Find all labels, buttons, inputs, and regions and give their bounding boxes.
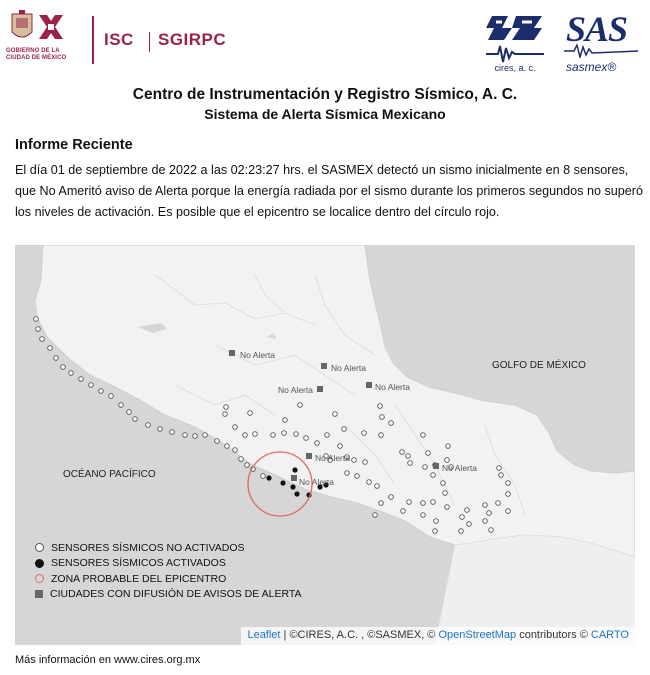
- city-marker[interactable]: [291, 475, 297, 481]
- legend-item-inactive: [35, 540, 301, 556]
- sensor-inactive-marker[interactable]: [421, 501, 426, 506]
- sensor-inactive-marker[interactable]: [483, 519, 488, 524]
- city-alert-label: No Alerta: [299, 477, 334, 487]
- sensor-inactive-marker[interactable]: [446, 444, 451, 449]
- sensor-inactive-marker[interactable]: [431, 473, 436, 478]
- sensor-inactive-marker[interactable]: [431, 500, 436, 505]
- sensor-inactive-marker[interactable]: [367, 480, 372, 485]
- sensor-inactive-marker[interactable]: [489, 528, 494, 533]
- sensor-inactive-marker[interactable]: [79, 377, 84, 382]
- sensor-inactive-marker[interactable]: [379, 501, 384, 506]
- city-alert-label: No Alerta: [315, 453, 350, 463]
- city-marker[interactable]: [317, 386, 323, 392]
- city-marker[interactable]: [366, 382, 372, 388]
- sensor-inactive-marker[interactable]: [261, 474, 266, 479]
- legend-label: CIUDADES CON DIFUSIÓN DE AVISOS DE ALERTA: [50, 588, 302, 601]
- cires-logo[interactable]: [484, 8, 546, 76]
- city-alert-label: No Alerta: [278, 385, 313, 395]
- sensor-inactive-marker[interactable]: [245, 463, 250, 468]
- sensor-active-marker[interactable]: [294, 491, 299, 496]
- cdmx-mark-icon: [36, 12, 66, 42]
- sensor-inactive-marker[interactable]: [434, 519, 439, 524]
- epicenter-map[interactable]: [15, 245, 635, 645]
- sas-logo-text: SAS: [566, 9, 628, 49]
- map-attribution: [241, 627, 635, 645]
- legend-item-zone: [35, 571, 301, 587]
- sensor-inactive-marker[interactable]: [294, 432, 299, 437]
- city-marker[interactable]: [433, 463, 439, 469]
- sensor-inactive-marker[interactable]: [401, 509, 406, 514]
- sensor-inactive-marker[interactable]: [271, 433, 276, 438]
- sensor-inactive-marker[interactable]: [406, 454, 411, 459]
- sensor-inactive-marker[interactable]: [389, 421, 394, 426]
- legend-item-active: [35, 556, 301, 572]
- report-title: Informe Reciente: [15, 137, 133, 153]
- legend-item-cities: [35, 587, 301, 603]
- sensor-active-marker[interactable]: [266, 475, 271, 480]
- sensor-inactive-marker[interactable]: [352, 458, 357, 463]
- sensor-inactive-marker[interactable]: [170, 430, 175, 435]
- sensor-inactive-marker[interactable]: [506, 509, 511, 514]
- square-icon: [35, 590, 43, 598]
- city-alert-label: No Alerta: [442, 463, 477, 473]
- sensor-inactive-marker[interactable]: [333, 412, 338, 417]
- gov-text: GOBIERNO DE LA CIUDAD DE MÉXICO: [6, 48, 67, 61]
- sensor-active-marker[interactable]: [290, 484, 295, 489]
- sensor-inactive-marker[interactable]: [496, 501, 501, 506]
- sensor-active-marker[interactable]: [292, 467, 297, 472]
- sensor-inactive-marker[interactable]: [421, 513, 426, 518]
- sensor-inactive-marker[interactable]: [338, 444, 343, 449]
- sensor-inactive-marker[interactable]: [183, 433, 188, 438]
- sensor-inactive-marker[interactable]: [499, 473, 504, 478]
- sensor-inactive-marker[interactable]: [506, 481, 511, 486]
- sensor-inactive-marker[interactable]: [40, 337, 45, 342]
- sensor-inactive-marker[interactable]: [99, 389, 104, 394]
- map-legend: [35, 540, 301, 602]
- sensor-inactive-marker[interactable]: [460, 515, 465, 520]
- sasmex-logo[interactable]: [562, 8, 642, 76]
- sensor-inactive-marker[interactable]: [89, 383, 94, 388]
- page-title: Centro de Instrumentación y Registro Sísmico, A. C.: [132, 86, 518, 103]
- leaflet-link[interactable]: Leaflet: [247, 629, 281, 641]
- legend-label: SENSORES SÍSMICOS NO ACTIVADOS: [51, 541, 245, 554]
- sensor-inactive-marker[interactable]: [36, 327, 41, 332]
- sensor-inactive-marker[interactable]: [423, 465, 428, 470]
- osm-link[interactable]: OpenStreetMap: [438, 629, 517, 641]
- attribution-contributors: contributors ©: [516, 629, 591, 641]
- sensor-inactive-marker[interactable]: [243, 433, 248, 438]
- sensor-inactive-marker[interactable]: [215, 439, 220, 444]
- sensor-inactive-marker[interactable]: [345, 471, 350, 476]
- sensor-inactive-marker[interactable]: [487, 511, 492, 516]
- sensor-inactive-marker[interactable]: [127, 410, 132, 415]
- land-mainland: [15, 245, 635, 557]
- sensor-inactive-marker[interactable]: [443, 491, 448, 496]
- sensor-inactive-marker[interactable]: [421, 433, 426, 438]
- city-alert-label: No Alerta: [375, 382, 410, 392]
- sensor-inactive-marker[interactable]: [158, 427, 163, 432]
- cdmx-emblem-icon: [10, 10, 34, 44]
- circle-filled-icon: [35, 559, 44, 568]
- sensor-inactive-marker[interactable]: [375, 484, 380, 489]
- pacific-label: OCÉANO PACÍFICO: [63, 469, 156, 480]
- header: [0, 0, 650, 80]
- sensor-inactive-marker[interactable]: [445, 505, 450, 510]
- city-marker[interactable]: [229, 350, 235, 356]
- sensor-inactive-marker[interactable]: [315, 441, 320, 446]
- sensor-inactive-marker[interactable]: [380, 415, 385, 420]
- sensor-inactive-marker[interactable]: [283, 418, 288, 423]
- sensor-inactive-marker[interactable]: [203, 433, 208, 438]
- sensor-inactive-marker[interactable]: [389, 495, 394, 500]
- sensor-inactive-marker[interactable]: [433, 529, 438, 534]
- sgirpc-logo-text[interactable]: SGIRPC: [158, 30, 227, 49]
- sensor-inactive-marker[interactable]: [459, 529, 464, 534]
- sensor-inactive-marker[interactable]: [379, 433, 384, 438]
- city-marker[interactable]: [321, 363, 327, 369]
- cires-text: cires, a. c.: [494, 63, 536, 73]
- city-alert-label: No Alerta: [240, 350, 275, 360]
- sensor-inactive-marker[interactable]: [400, 450, 405, 455]
- sensor-inactive-marker[interactable]: [109, 394, 114, 399]
- sensor-inactive-marker[interactable]: [48, 346, 53, 351]
- report-body: El día 01 de septiembre de 2022 a las 02:23:27 hrs. el SASMEX detectó un sismo inicialmente en 8 sensores, que No Ameritó aviso de Alerta porque la energía radiada por el sismo durante los primeros segundos no superó los niveles de activación. Es posible que el epicentro se localice dentro del círculo rojo.: [15, 163, 643, 219]
- sensor-inactive-marker[interactable]: [239, 457, 244, 462]
- legend-label: SENSORES SÍSMICOS ACTIVADOS: [51, 557, 226, 570]
- circle-outline-icon: [35, 543, 44, 552]
- seismograph-icon: [564, 44, 638, 58]
- gulf-label: GOLFO DE MÉXICO: [492, 360, 586, 371]
- sensor-inactive-marker[interactable]: [34, 317, 39, 322]
- sensor-inactive-marker[interactable]: [465, 508, 470, 513]
- sensor-inactive-marker[interactable]: [363, 460, 368, 465]
- sensor-inactive-marker[interactable]: [298, 403, 303, 408]
- header-divider-small: [149, 32, 150, 52]
- sensor-inactive-marker[interactable]: [408, 461, 413, 466]
- sensor-inactive-marker[interactable]: [426, 451, 431, 456]
- sensor-inactive-marker[interactable]: [445, 458, 450, 463]
- sensor-inactive-marker[interactable]: [193, 434, 198, 439]
- sensor-inactive-marker[interactable]: [253, 432, 258, 437]
- sensor-inactive-marker[interactable]: [248, 411, 253, 416]
- sensor-inactive-marker[interactable]: [61, 365, 66, 370]
- cires-emblem-icon: [484, 8, 546, 64]
- footer-more-info[interactable]: Más información en www.cires.org.mx: [15, 654, 201, 666]
- sensor-inactive-marker[interactable]: [225, 444, 230, 449]
- sensor-inactive-marker[interactable]: [506, 492, 511, 497]
- sensor-active-marker[interactable]: [280, 480, 285, 485]
- attribution-text: | ©CIRES, A.C. , ©SASMEX, ©: [280, 629, 439, 641]
- sensor-inactive-marker[interactable]: [483, 503, 488, 508]
- sensor-inactive-marker[interactable]: [223, 412, 228, 417]
- sensor-inactive-marker[interactable]: [224, 405, 229, 410]
- page-subtitle: Sistema de Alerta Sísmica Mexicano: [204, 106, 446, 122]
- city-marker[interactable]: [306, 453, 312, 459]
- carto-link[interactable]: CARTO: [590, 629, 629, 641]
- sensor-inactive-marker[interactable]: [54, 356, 59, 361]
- sensor-inactive-marker[interactable]: [304, 436, 309, 441]
- sensor-inactive-marker[interactable]: [69, 371, 74, 376]
- sensor-inactive-marker[interactable]: [407, 500, 412, 505]
- sensor-inactive-marker[interactable]: [282, 431, 287, 436]
- sensor-inactive-marker[interactable]: [355, 474, 360, 479]
- sensor-inactive-marker[interactable]: [373, 513, 378, 518]
- sasmex-logo-text: sasmex®: [566, 60, 617, 74]
- sensor-inactive-marker[interactable]: [146, 423, 151, 428]
- sensor-inactive-marker[interactable]: [233, 425, 238, 430]
- header-divider: [92, 16, 94, 64]
- city-alert-label: No Alerta: [331, 363, 366, 373]
- sensor-inactive-marker[interactable]: [378, 404, 383, 409]
- sensor-inactive-marker[interactable]: [133, 417, 138, 422]
- isc-logo-text[interactable]: ISC: [104, 30, 134, 49]
- sensor-inactive-marker[interactable]: [119, 403, 124, 408]
- sensor-inactive-marker[interactable]: [342, 427, 347, 432]
- red-ring-icon: [35, 574, 44, 583]
- sensor-inactive-marker[interactable]: [233, 448, 238, 453]
- sensor-inactive-marker[interactable]: [497, 466, 502, 471]
- sensor-inactive-marker[interactable]: [467, 522, 472, 527]
- sensor-inactive-marker[interactable]: [441, 481, 446, 486]
- sensor-inactive-marker[interactable]: [325, 433, 330, 438]
- cdmx-government-logo[interactable]: [6, 10, 74, 68]
- legend-label: ZONA PROBABLE DEL EPICENTRO: [51, 572, 227, 585]
- sensor-inactive-marker[interactable]: [362, 431, 367, 436]
